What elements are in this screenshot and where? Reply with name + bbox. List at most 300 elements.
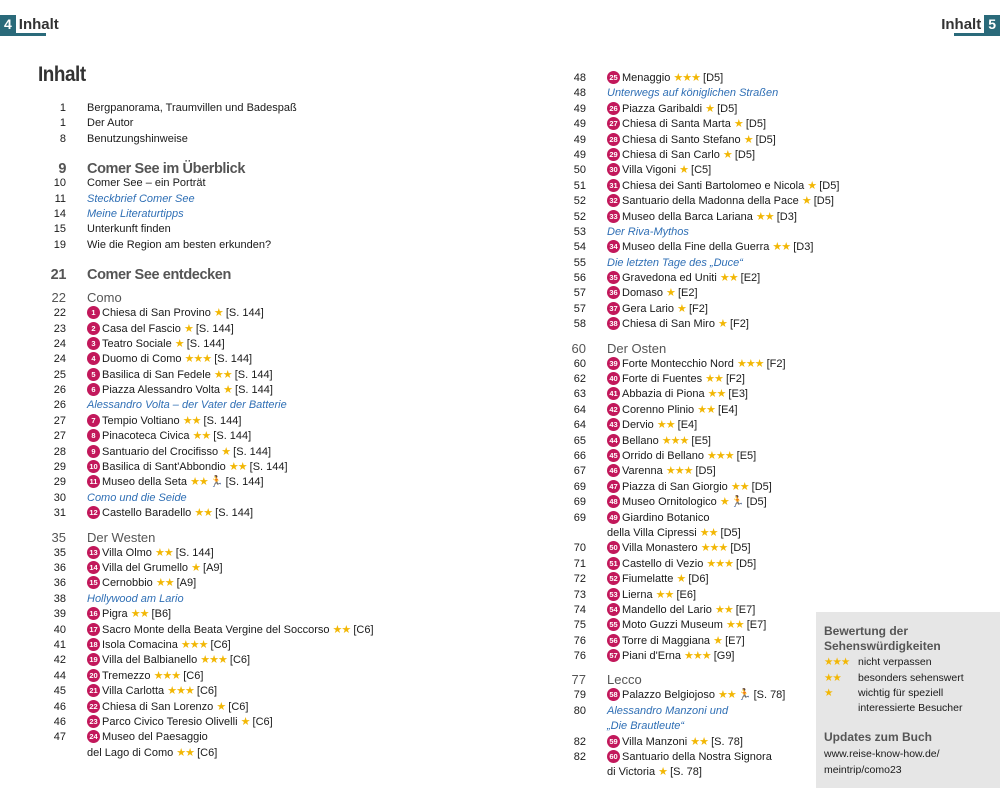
toc-entry-text	[87, 576, 196, 591]
map-reference: [C6]	[196, 685, 218, 698]
toc-entry[interactable]	[40, 176, 510, 191]
updates-url-line1[interactable]: www.reise-know-how.de/	[824, 748, 940, 760]
star-rating-icon: ★	[676, 573, 686, 586]
star-rating-icon: ★	[213, 307, 223, 320]
map-reference: [F2]	[688, 302, 708, 315]
toc-entry-text	[607, 495, 767, 510]
sight-number-badge: 1	[87, 306, 100, 319]
entry-title: Museo della Seta	[102, 476, 187, 489]
toc-entry[interactable]	[560, 603, 860, 618]
toc-entry[interactable]	[40, 337, 510, 352]
map-reference: [A9]	[176, 577, 197, 590]
star-icon: ★★	[824, 672, 841, 684]
map-reference: [D5]	[730, 542, 751, 555]
sight-number-badge: 5	[87, 368, 100, 381]
toc-entry[interactable]	[40, 475, 510, 490]
toc-entry	[40, 282, 510, 306]
legend-row-text: wichtig für speziell	[858, 687, 944, 699]
toc-entry-text	[607, 357, 786, 372]
page-number: 29	[53, 476, 66, 489]
star-rating-icon: ★★	[690, 735, 709, 748]
toc-entry[interactable]	[560, 449, 860, 464]
toc-entry[interactable]	[40, 730, 510, 745]
toc-entry[interactable]	[40, 460, 510, 475]
entry-title: Dervio	[622, 419, 654, 432]
star-rating-icon: ★	[677, 302, 686, 315]
toc-entry-text	[87, 337, 225, 352]
page-number: 9	[58, 161, 66, 178]
entry-title: Castello Baradello	[102, 507, 192, 520]
page-number: 24	[53, 353, 66, 366]
toc-entry-text	[607, 117, 766, 132]
toc-entry	[40, 192, 510, 207]
star-rating-icon: ★★	[725, 619, 744, 632]
header-title-left: Inhalt	[18, 16, 59, 33]
map-reference: [E7]	[746, 619, 767, 632]
toc-entry	[40, 398, 510, 413]
sight-number-badge: 36	[607, 286, 620, 299]
entry-title: Casa del Fascio	[102, 322, 181, 335]
star-rating-icon: ★★	[707, 388, 726, 401]
toc-entry[interactable]	[560, 240, 860, 255]
page-number: 42	[53, 654, 66, 667]
toc-entry-text	[607, 271, 760, 286]
legend-row	[824, 672, 964, 684]
page-number: 72	[573, 573, 586, 586]
toc-entry[interactable]	[560, 357, 860, 372]
legend-row	[824, 656, 932, 668]
page-number: 39	[53, 608, 66, 621]
star-rating-icon: ★	[216, 700, 226, 713]
page-number: 55	[573, 256, 586, 269]
star-rating-icon: ★★	[714, 603, 733, 616]
entry-title: Piazza Garibaldi	[622, 102, 703, 115]
page-number: 28	[53, 445, 66, 458]
sight-number-badge: 6	[87, 383, 100, 396]
sight-number-badge: 53	[607, 588, 620, 601]
star-rating-icon: ★	[174, 337, 184, 350]
map-reference: [C6]	[353, 623, 374, 636]
sight-number-badge: 18	[87, 638, 100, 651]
page-number: 64	[573, 403, 586, 416]
sight-number-badge: 40	[607, 372, 620, 385]
sight-number-badge: 34	[607, 240, 620, 253]
toc-entry[interactable]	[560, 148, 860, 163]
sight-number-badge: 9	[87, 445, 100, 458]
toc-entry-text	[87, 715, 273, 730]
star-rating-icon: ★	[679, 164, 688, 177]
map-reference: [S. 144]	[234, 368, 273, 381]
toc-entry[interactable]	[40, 506, 510, 521]
sight-number-badge: 55	[607, 618, 620, 631]
sight-number-badge: 42	[607, 403, 620, 416]
toc-entry[interactable]	[560, 286, 860, 301]
entry-title: del Lago di Como	[87, 746, 174, 759]
star-rating-icon: ★★	[194, 507, 213, 520]
toc-entry-text	[87, 445, 271, 460]
star-rating-icon: ★★★	[665, 465, 693, 478]
toc-entry[interactable]	[40, 414, 510, 429]
page-number: 40	[53, 623, 66, 636]
toc-entry[interactable]	[560, 541, 860, 556]
entry-title: Castello di Vezio	[622, 557, 704, 570]
star-icon: ★	[824, 687, 833, 699]
sight-number-badge: 59	[607, 735, 620, 748]
entry-title: Villa del Grumello	[102, 561, 189, 574]
entry-title: Basilica di San Fedele	[102, 368, 211, 381]
sight-number-badge: 30	[607, 163, 620, 176]
entry-title: Alessandro Volta – der Vater der Batterie	[87, 399, 287, 412]
toc-entry[interactable]	[560, 271, 860, 286]
entry-title: Duomo di Como	[102, 353, 182, 366]
page-number: 48	[573, 72, 586, 84]
star-rating-icon: ★★	[155, 546, 173, 559]
sight-number-badge: 41	[607, 387, 620, 400]
sight-number-badge: 56	[607, 634, 620, 647]
toc-entry[interactable]	[560, 572, 860, 587]
toc-entry-text	[87, 506, 253, 521]
sight-number-badge: 26	[607, 102, 620, 115]
map-reference: [A9]	[203, 561, 223, 574]
page-number: 57	[573, 302, 586, 315]
toc-entry-text	[87, 700, 248, 715]
entry-title: „Die Brautleute“	[607, 720, 685, 733]
toc-entry-text	[87, 607, 171, 622]
entry-title: della Villa Cipressi	[607, 526, 697, 539]
page-number: 60	[571, 340, 586, 356]
toc-entry-text	[87, 306, 264, 321]
page-number: 46	[53, 700, 66, 713]
toc-entry-text	[87, 322, 234, 337]
page-number: 63	[573, 388, 586, 401]
page-number: 41	[53, 638, 66, 651]
entry-title: Moto Guzzi Museum	[622, 619, 723, 632]
map-reference: [S. 144]	[213, 430, 252, 443]
star-rating-icon: ★ 🏃	[719, 496, 744, 509]
sight-number-badge: 29	[607, 148, 620, 161]
star-rating-icon: ★★	[730, 480, 749, 493]
toc-entry	[40, 253, 510, 282]
updates-url-line2[interactable]: meintrip/como23	[824, 764, 902, 776]
toc-entry-text	[607, 649, 735, 664]
page-number: 73	[573, 588, 586, 601]
sight-number-badge: 43	[607, 418, 620, 431]
page-number: 36	[53, 561, 66, 574]
page-number: 35	[53, 546, 66, 559]
sight-number-badge: 54	[607, 603, 620, 616]
entry-title: Giardino Botanico	[622, 511, 710, 524]
page-number: 70	[573, 542, 586, 555]
sight-number-badge: 32	[607, 194, 620, 207]
toc-entry[interactable]	[560, 102, 860, 117]
page-number: 58	[573, 318, 586, 331]
toc-entry[interactable]	[560, 210, 860, 225]
toc-entry[interactable]	[560, 634, 860, 649]
page-number: 76	[573, 650, 586, 663]
toc-entry[interactable]	[560, 133, 860, 148]
entry-title: Palazzo Belgiojoso	[622, 689, 715, 702]
toc-entry[interactable]	[560, 480, 860, 495]
toc-entry[interactable]	[560, 179, 860, 194]
toc-entry-text	[607, 557, 756, 572]
page-number: 51	[573, 179, 586, 192]
toc-entry-text	[607, 719, 684, 734]
page-number: 15	[53, 223, 66, 236]
entry-title: Parco Civico Teresio Olivelli	[102, 715, 238, 728]
toc-entry-text	[87, 368, 273, 383]
sight-number-badge: 13	[87, 546, 100, 559]
map-reference: [C6]	[252, 715, 273, 728]
toc-entry-text	[87, 207, 184, 222]
header-title-right: Inhalt	[941, 16, 982, 33]
toc-entry-text	[607, 387, 748, 402]
entry-title: Piazza di San Giorgio	[622, 480, 728, 493]
toc-entry[interactable]	[560, 511, 860, 526]
page-number: 14	[53, 207, 66, 220]
toc-entry[interactable]	[40, 132, 510, 147]
toc-entry[interactable]	[560, 387, 860, 402]
entry-title: Mandello del Lario	[622, 603, 712, 616]
toc-entry	[560, 704, 860, 719]
toc-entry[interactable]	[560, 464, 860, 479]
page-number: 49	[573, 118, 586, 131]
page-number: 10	[53, 177, 66, 190]
toc-entry[interactable]	[40, 429, 510, 444]
star-rating-icon: ★	[221, 445, 231, 458]
toc-entry[interactable]	[560, 403, 860, 418]
page-number: 26	[53, 384, 66, 397]
toc-entry-text	[87, 475, 264, 490]
sight-number-badge: 12	[87, 506, 100, 519]
toc-entry[interactable]	[40, 653, 510, 668]
toc-entry-text	[87, 546, 214, 561]
entry-title: Unterkunft finden	[87, 223, 171, 236]
toc-entry[interactable]	[560, 163, 860, 178]
page-number: 27	[53, 414, 66, 427]
toc-entry-text	[87, 352, 252, 367]
star-rating-icon: ★★	[228, 461, 247, 474]
page-number: 77	[571, 672, 586, 688]
sight-number-badge: 31	[607, 179, 620, 192]
page-number: 8	[59, 132, 66, 145]
star-rating-icon: ★★ 🏃	[718, 689, 751, 702]
toc-entry	[40, 147, 510, 176]
toc-entry[interactable]	[40, 306, 510, 321]
toc-entry[interactable]	[560, 194, 860, 209]
sight-number-badge: 46	[607, 464, 620, 477]
page-number: 82	[573, 735, 586, 748]
toc-entry[interactable]	[40, 561, 510, 576]
map-reference: [E5]	[736, 449, 757, 462]
map-reference: [D5]	[736, 557, 757, 570]
toc-entry-text	[87, 491, 187, 506]
map-reference: [S. 78]	[711, 735, 743, 748]
entry-title: Museo Ornitologico	[622, 496, 717, 509]
toc-entry[interactable]	[40, 116, 510, 131]
toc-entry[interactable]	[560, 750, 860, 765]
entry-title: Der Autor	[87, 117, 134, 130]
sight-number-badge: 15	[87, 576, 100, 589]
page-number: 75	[573, 619, 586, 632]
toc-entry-text	[607, 317, 749, 332]
toc-entry-text	[607, 541, 751, 556]
star-rating-icon: ★★★	[684, 650, 711, 663]
page-number: 54	[573, 241, 586, 254]
page-number: 79	[573, 689, 586, 702]
star-rating-icon: ★	[191, 561, 200, 574]
toc-entry[interactable]	[560, 495, 860, 510]
entry-title: Forte di Fuentes	[622, 373, 703, 386]
page-number: 25	[53, 368, 66, 381]
toc-entry[interactable]	[40, 101, 510, 116]
toc-right-column	[560, 71, 860, 781]
star-rating-icon: ★	[240, 715, 250, 728]
star-rating-icon: ★★★	[707, 449, 734, 462]
entry-title: Chiesa di San Lorenzo	[102, 700, 214, 713]
legend-row	[824, 687, 943, 699]
entry-title: Villa del Balbianello	[102, 654, 198, 667]
toc-entry[interactable]	[40, 352, 510, 367]
toc-entry-text	[87, 176, 206, 191]
page-number: 57	[573, 287, 586, 300]
toc-entry[interactable]	[40, 700, 510, 715]
map-reference: [E7]	[725, 634, 745, 647]
page-number: 30	[53, 491, 66, 504]
map-reference: [S. 144]	[186, 337, 225, 350]
entry-title: Comer See entdecken	[87, 267, 231, 284]
entry-title: Villa Carlotta	[102, 685, 165, 698]
entry-title: Menaggio	[622, 72, 671, 84]
header-right	[941, 15, 1000, 33]
toc-entry[interactable]	[40, 445, 510, 460]
page-number: 47	[53, 731, 66, 744]
entry-title: Domaso	[622, 287, 663, 300]
map-reference: [E2]	[677, 287, 698, 300]
page-number: 22	[53, 307, 66, 320]
page-number: 29	[53, 461, 66, 474]
toc-entry[interactable]	[560, 649, 860, 664]
toc-entry[interactable]	[40, 669, 510, 684]
page-number: 62	[573, 373, 586, 386]
entry-title: di Victoria	[607, 766, 656, 779]
toc-entry[interactable]	[560, 117, 860, 132]
entry-title: Forte Montecchio Nord	[622, 357, 734, 370]
star-rating-icon: ★	[183, 322, 193, 335]
entry-title: Villa Olmo	[102, 546, 152, 559]
toc-entry-text	[87, 669, 203, 684]
map-reference: [S. 144]	[235, 384, 273, 397]
page-number: 11	[54, 192, 66, 205]
toc-entry[interactable]	[560, 418, 860, 433]
sight-number-badge: 35	[607, 271, 620, 284]
entry-title: Orrido di Bellano	[622, 449, 704, 462]
map-reference: [S. 144]	[215, 507, 254, 520]
map-reference: [S. 144]	[214, 353, 253, 366]
entry-title: Gravedona ed Uniti	[622, 272, 717, 285]
toc-entry[interactable]	[560, 618, 860, 633]
toc-entry	[560, 225, 860, 240]
map-reference: [E5]	[691, 434, 711, 447]
page-number: 31	[53, 507, 66, 520]
toc-entry[interactable]	[40, 322, 510, 337]
entry-title: Steckbrief Comer See	[87, 192, 195, 205]
toc-entry-text	[87, 238, 271, 253]
toc-entry[interactable]	[40, 623, 510, 638]
map-reference: [S. 144]	[203, 414, 242, 427]
toc-entry[interactable]	[40, 546, 510, 561]
rating-legend	[816, 612, 1000, 788]
toc-entry[interactable]	[40, 684, 510, 699]
entry-title: Chiesa di Santo Stefano	[622, 133, 741, 146]
toc-entry[interactable]	[40, 238, 510, 253]
toc-entry[interactable]	[40, 638, 510, 653]
page-number: 65	[573, 434, 586, 447]
toc-entry[interactable]	[560, 735, 860, 750]
toc-entry[interactable]	[560, 317, 860, 332]
star-rating-icon: ★★	[332, 623, 351, 636]
map-reference: [E7]	[735, 603, 756, 616]
toc-entry[interactable]	[560, 71, 860, 86]
toc-entry[interactable]	[40, 368, 510, 383]
toc-entry[interactable]	[560, 557, 860, 572]
toc-entry-text	[87, 684, 217, 699]
entry-title: Chiesa di San Carlo	[622, 148, 720, 161]
toc-entry-text	[607, 225, 689, 240]
star-rating-icon: ★★	[697, 403, 715, 416]
toc-entry-text	[607, 102, 737, 117]
page-number-right: 5	[984, 15, 1000, 33]
toc-entry[interactable]	[560, 372, 860, 387]
map-reference: [D5]	[720, 526, 741, 539]
toc-entry[interactable]	[40, 607, 510, 622]
toc-entry	[40, 207, 510, 222]
toc-entry	[40, 592, 510, 607]
map-reference: [D5]	[745, 118, 767, 131]
toc-entry[interactable]	[560, 302, 860, 317]
page-number: 52	[573, 195, 586, 208]
toc-entry-text	[87, 730, 208, 745]
entry-title: Wie die Region am besten erkunden?	[87, 238, 272, 251]
map-reference: [S. 144]	[225, 476, 264, 489]
toc-entry[interactable]	[560, 688, 860, 703]
page-number: 35	[51, 529, 66, 545]
toc-entry[interactable]	[40, 576, 510, 591]
sight-number-badge: 51	[607, 557, 620, 570]
toc-entry[interactable]	[560, 434, 860, 449]
toc-entry-text	[607, 526, 741, 541]
toc-entry[interactable]	[560, 588, 860, 603]
star-rating-icon: ★	[801, 195, 811, 208]
entry-title: Comer See im Überblick	[87, 161, 246, 178]
entry-title: Alessandro Manzoni und	[607, 704, 729, 717]
toc-entry-text	[87, 623, 374, 638]
toc-entry-text	[87, 746, 217, 761]
map-reference: [D3]	[776, 210, 797, 223]
entry-title: Tremezzo	[102, 669, 151, 682]
sight-number-badge: 49	[607, 511, 620, 524]
toc-entry[interactable]	[40, 222, 510, 237]
toc-entry[interactable]	[40, 383, 510, 398]
sight-number-badge: 44	[607, 434, 620, 447]
sight-number-badge: 8	[87, 429, 100, 442]
toc-entry[interactable]	[40, 715, 510, 730]
page-number: 27	[53, 430, 66, 443]
toc-entry-text	[607, 210, 797, 225]
page-number: 49	[573, 148, 586, 161]
page-number: 76	[573, 634, 586, 647]
star-rating-icon: ★	[807, 179, 817, 192]
star-rating-icon: ★★	[213, 368, 232, 381]
